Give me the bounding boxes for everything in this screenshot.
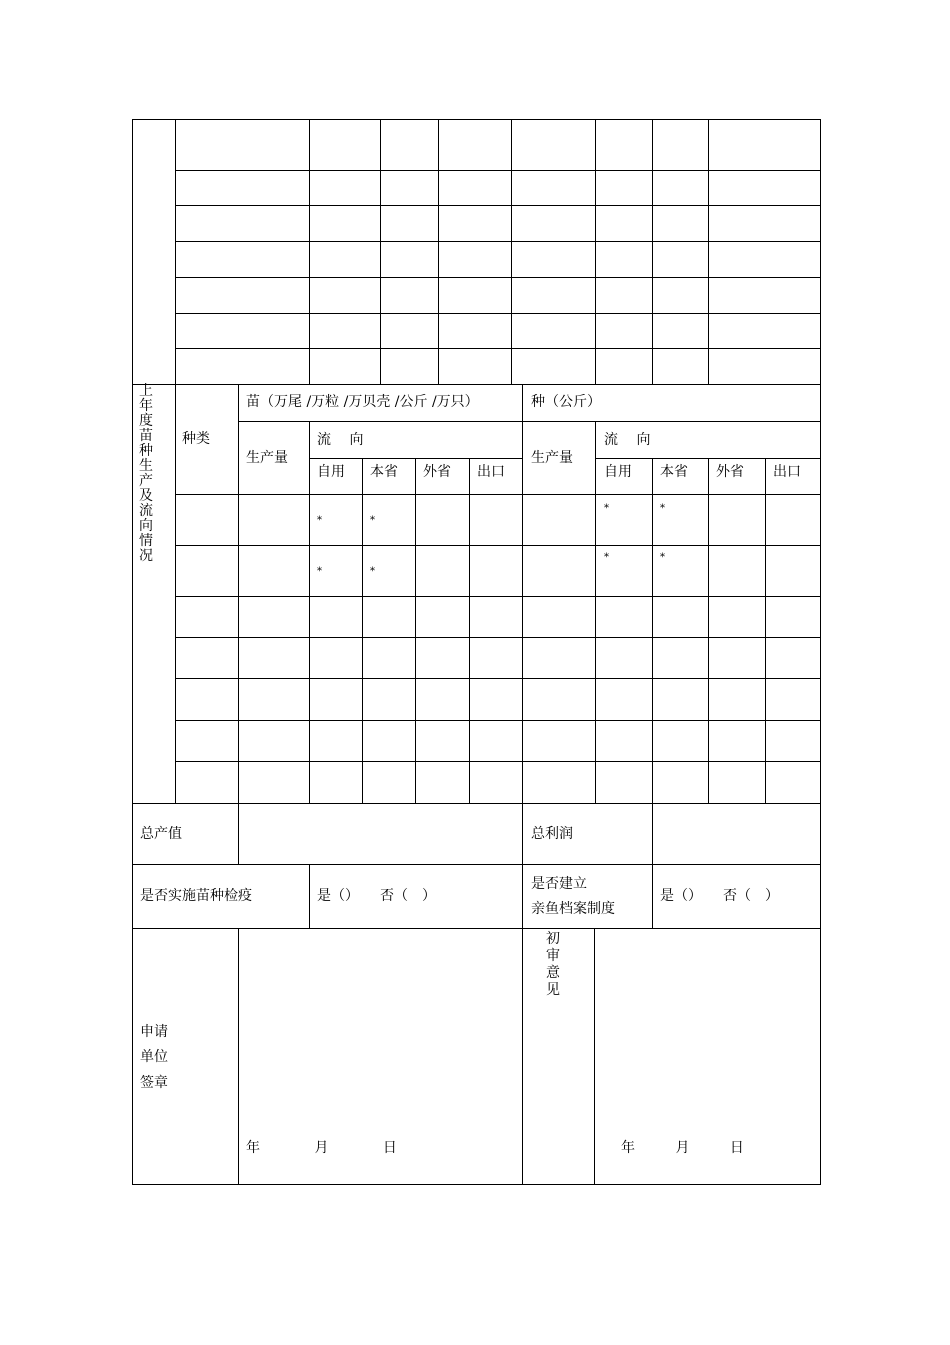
rule <box>380 119 381 384</box>
rule <box>175 596 821 597</box>
species-header: 种类 <box>182 431 210 447</box>
seed-unit-header: 种（公斤） <box>531 394 601 410</box>
broodstock-label-line2: 亲鱼档案制度 <box>531 901 615 917</box>
rule <box>238 421 821 422</box>
total-output-label: 总产值 <box>140 826 182 842</box>
seed-flow-header: 流 向 <box>604 432 651 448</box>
rule <box>309 119 310 384</box>
rule <box>595 119 596 384</box>
rule <box>175 348 821 349</box>
star-mark: * <box>370 515 375 526</box>
quarantine-label: 是否实施苗种检疫 <box>140 888 252 904</box>
applicant-seal-label: 申请 <box>140 1024 168 1040</box>
rule <box>309 864 310 928</box>
rule <box>522 384 523 803</box>
rule <box>652 803 653 864</box>
rule <box>309 421 310 803</box>
rule <box>175 678 821 679</box>
rule <box>652 864 653 928</box>
rule <box>132 1184 821 1185</box>
rule <box>175 545 821 546</box>
rule <box>175 241 821 242</box>
seed-flow-out-province: 外省 <box>716 464 744 480</box>
rule <box>132 803 821 804</box>
rule <box>175 720 821 721</box>
rule <box>594 928 595 1184</box>
rule <box>175 170 821 171</box>
rule <box>238 803 239 864</box>
star-mark: * <box>660 552 665 563</box>
rule <box>469 458 470 803</box>
rule <box>132 119 133 1185</box>
rule <box>175 384 176 803</box>
rule <box>820 119 821 1185</box>
seed-flow-in-province: 本省 <box>660 464 688 480</box>
rule <box>175 313 821 314</box>
rule <box>132 119 821 120</box>
fry-output-header: 生产量 <box>246 450 288 466</box>
rule <box>652 119 653 384</box>
rule <box>595 421 596 803</box>
star-mark: * <box>660 503 665 514</box>
rule <box>652 458 653 803</box>
fry-flow-in-province: 本省 <box>370 464 398 480</box>
date-right: 年 月 日 <box>621 1140 744 1156</box>
rule <box>415 458 416 803</box>
rule <box>522 864 523 928</box>
fry-flow-header: 流 向 <box>317 432 364 448</box>
section-label-vertical: 上年度苗种生产及流向情况 <box>139 383 153 564</box>
rule <box>132 864 821 865</box>
rule <box>175 277 821 278</box>
rule <box>765 458 766 803</box>
star-mark: * <box>370 566 375 577</box>
rule <box>175 637 821 638</box>
date-left: 年 月 日 <box>246 1140 397 1156</box>
rule <box>175 205 821 206</box>
rule <box>238 384 239 803</box>
star-mark: * <box>317 566 322 577</box>
seed-flow-self-use: 自用 <box>604 464 632 480</box>
rule <box>132 384 821 385</box>
star-mark: * <box>604 503 609 514</box>
rule <box>175 761 821 762</box>
total-profit-label: 总利润 <box>531 826 573 842</box>
fry-flow-export: 出口 <box>477 464 505 480</box>
broodstock-options: 是（） 否（ ） <box>660 888 779 904</box>
rule <box>522 803 523 864</box>
seed-output-header: 生产量 <box>531 450 573 466</box>
seed-flow-export: 出口 <box>773 464 801 480</box>
broodstock-label-line1: 是否建立 <box>531 876 587 892</box>
rule <box>708 119 709 384</box>
applicant-seal-label: 单位 <box>140 1049 168 1065</box>
quarantine-options: 是（） 否（ ） <box>317 888 436 904</box>
fry-flow-self-use: 自用 <box>317 464 345 480</box>
applicant-seal-label: 签章 <box>140 1075 168 1091</box>
rule <box>522 928 523 1184</box>
review-label-vertical: 初审意见 <box>546 931 560 998</box>
star-mark: * <box>317 515 322 526</box>
rule <box>362 458 363 803</box>
rule <box>175 119 176 384</box>
rule <box>708 458 709 803</box>
fry-unit-header: 苗（万尾 /万粒 /万贝壳 /公斤 /万只） <box>246 394 479 410</box>
rule <box>175 494 821 495</box>
star-mark: * <box>604 552 609 563</box>
rule <box>132 928 821 929</box>
rule <box>438 119 439 384</box>
fry-flow-out-province: 外省 <box>423 464 451 480</box>
rule <box>511 119 512 384</box>
rule <box>238 928 239 1184</box>
